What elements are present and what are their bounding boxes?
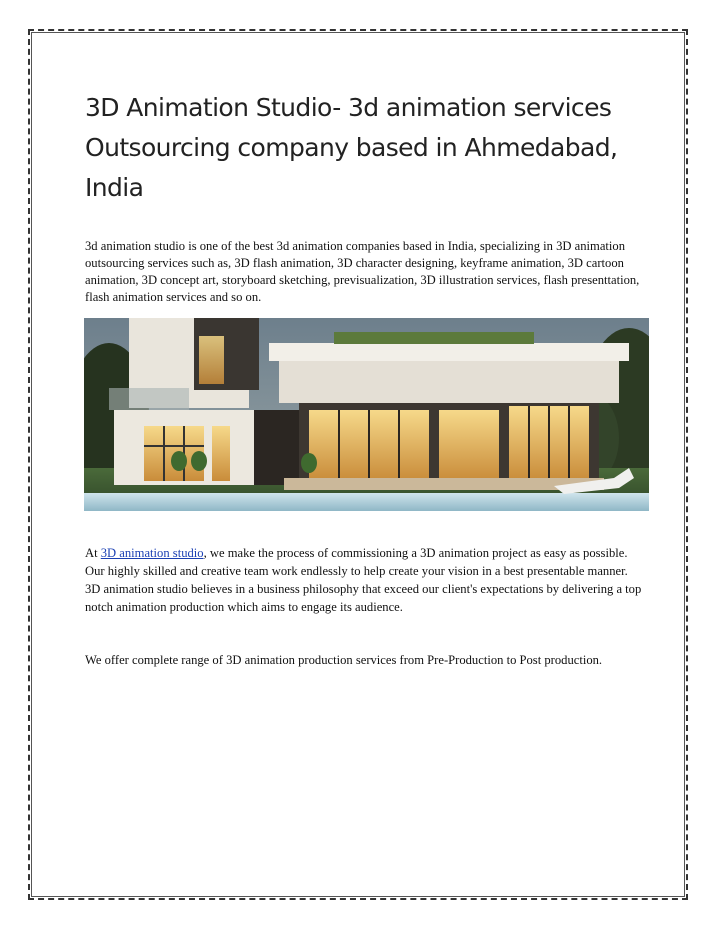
paragraph-suffix: , we make the process of commissioning a 3D animation project as easy as possible. Our highly skilled and creative team work endlessly to help create your vision in a best presentable manner. 3D animation studio believes in a business philosophy that exceed our client's expectations by delivering a top notch animation production which aims to engage its audience. xyxy=(85,546,642,614)
offer-paragraph: We offer complete range of 3D animation production services from Pre-Production to Post production. xyxy=(85,653,603,667)
intro-paragraph: 3d animation studio is one of the best 3d animation companies based in India, specializing in 3D animation outsourcing services such as, 3D flash animation, 3D character designing, keyframe animation, 3D cartoon animation, 3D concept art, storyboard sketching, previsualization, 3D illustration services, flash presenttation, flash animation services and so on. xyxy=(85,239,640,304)
paragraph-prefix: At xyxy=(85,546,101,560)
page-title: 3D Animation Studio- 3d animation services Outsourcing company based in Ahmedabad, India xyxy=(85,93,618,202)
modern-house-photo xyxy=(84,318,649,511)
animation-studio-link[interactable]: 3D animation studio xyxy=(100,546,204,560)
services-paragraph xyxy=(85,544,645,616)
